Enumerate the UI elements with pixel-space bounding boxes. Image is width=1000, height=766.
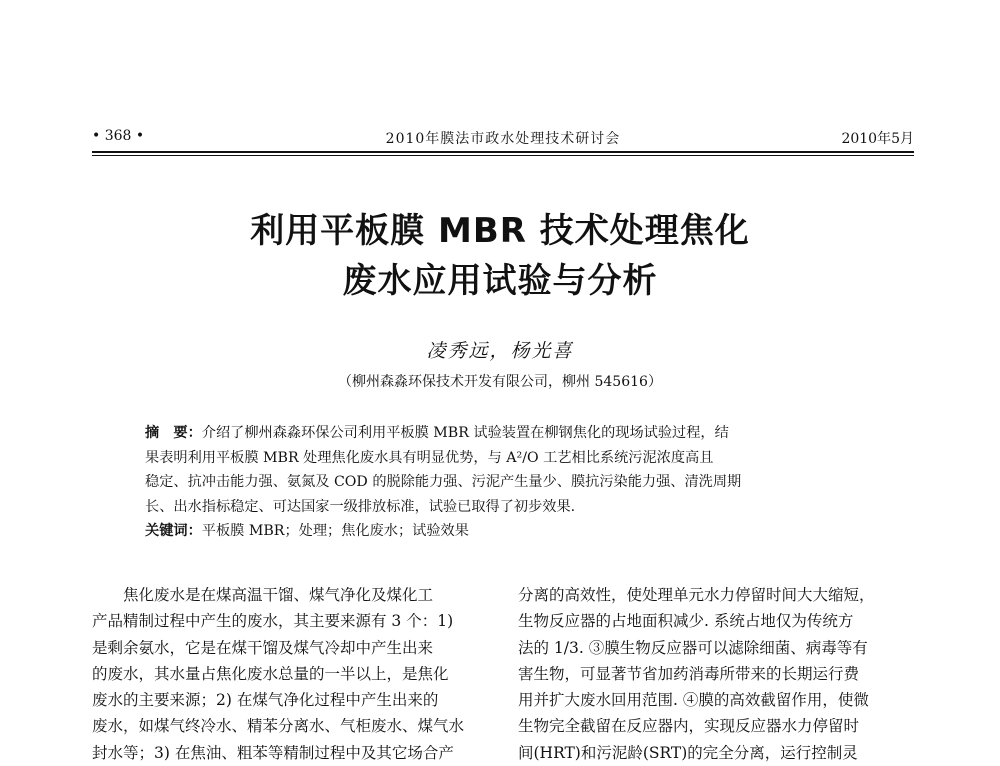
page-number: • 368 •: [92, 128, 145, 144]
keywords-label: 关键词：: [145, 523, 202, 539]
conference-name: 2010年膜法市政水处理技术研讨会: [385, 131, 621, 147]
affiliation: （柳州森淼环保技术开发有限公司，柳州 545616）: [338, 374, 662, 390]
keywords-text: 平板膜 MBR；处理；焦化废水；试验效果: [201, 523, 469, 539]
body-line: 法的 1/3. ③膜生物反应器可以滤除细菌、病毒等有: [518, 638, 868, 657]
abstract-text: 介绍了柳州森淼环保公司利用平板膜 MBR 试验装置在柳钢焦化的现场试验过程，结: [201, 425, 729, 441]
authors: 凌秀远，杨光喜: [426, 340, 574, 362]
abstract-line: 稳定、抗冲击能力强、氨氮及 COD 的脱除能力强、污泥产生量少、膜抗污染能力强、清洗周期: [145, 474, 742, 490]
running-header: [92, 128, 914, 150]
body-line: 封水等；3) 在焦油、粗苯等精制过程中及其它场合产: [92, 743, 454, 762]
body-line: 生物完全截留在反应器内，实现反应器水力停留时: [518, 717, 860, 736]
body-line: 用并扩大废水回用范围. ④膜的高效截留作用，使微: [518, 691, 869, 710]
body-line: 的废水，其水量占焦化废水总量的一半以上，是焦化: [92, 664, 449, 683]
body-line: 分离的高效性，使处理单元水力停留时间大大缩短，: [518, 586, 875, 604]
body-line: 废水的主要来源；2) 在煤气净化过程中产生出来的: [92, 691, 439, 710]
body-line: 产品精制过程中产生的废水，其主要来源有 3 个：1): [92, 612, 454, 631]
header-rule-thick: [92, 151, 914, 153]
body-line: 害生物，可显著节省加药消毒所带来的长期运行费: [518, 664, 860, 683]
title-line: 利用平板膜 MBR 技术处理焦化: [250, 211, 750, 251]
header-rule-thin: [92, 155, 914, 156]
issue-date: 2010年5月: [841, 131, 914, 147]
title-line: 废水应用试验与分析: [342, 261, 658, 301]
abstract-block: [145, 421, 860, 544]
body-line: 是剩余氨水，它是在煤干馏及煤气冷却中产生出来: [92, 638, 434, 657]
abstract-line: 长、出水指标稳定、可达国家一级排放标准，试验已取得了初步效果.: [145, 498, 576, 515]
paper-title: [0, 206, 1000, 306]
keywords-line: [145, 519, 860, 544]
body-line: 废水，如煤气终冷水、精苯分离水、气柜废水、煤气水: [92, 717, 465, 736]
body-column-right: [518, 582, 916, 766]
abstract-line: [145, 421, 860, 446]
body-column-left: [92, 582, 490, 766]
body-line: 焦化废水是在煤高温干馏、煤气净化及煤化工: [92, 586, 434, 604]
body-line: 间(HRT)和污泥龄(SRT)的完全分离，运行控制灵: [518, 743, 858, 762]
abstract-label: 摘 要：: [145, 425, 202, 441]
body-line: 生物反应器的占地面积减少. 系统占地仅为传统方: [518, 612, 854, 631]
abstract-line: 果表明利用平板膜 MBR 处理焦化废水具有明显优势，与 A²/O 工艺相比系统污泥浓度高且: [145, 449, 714, 466]
